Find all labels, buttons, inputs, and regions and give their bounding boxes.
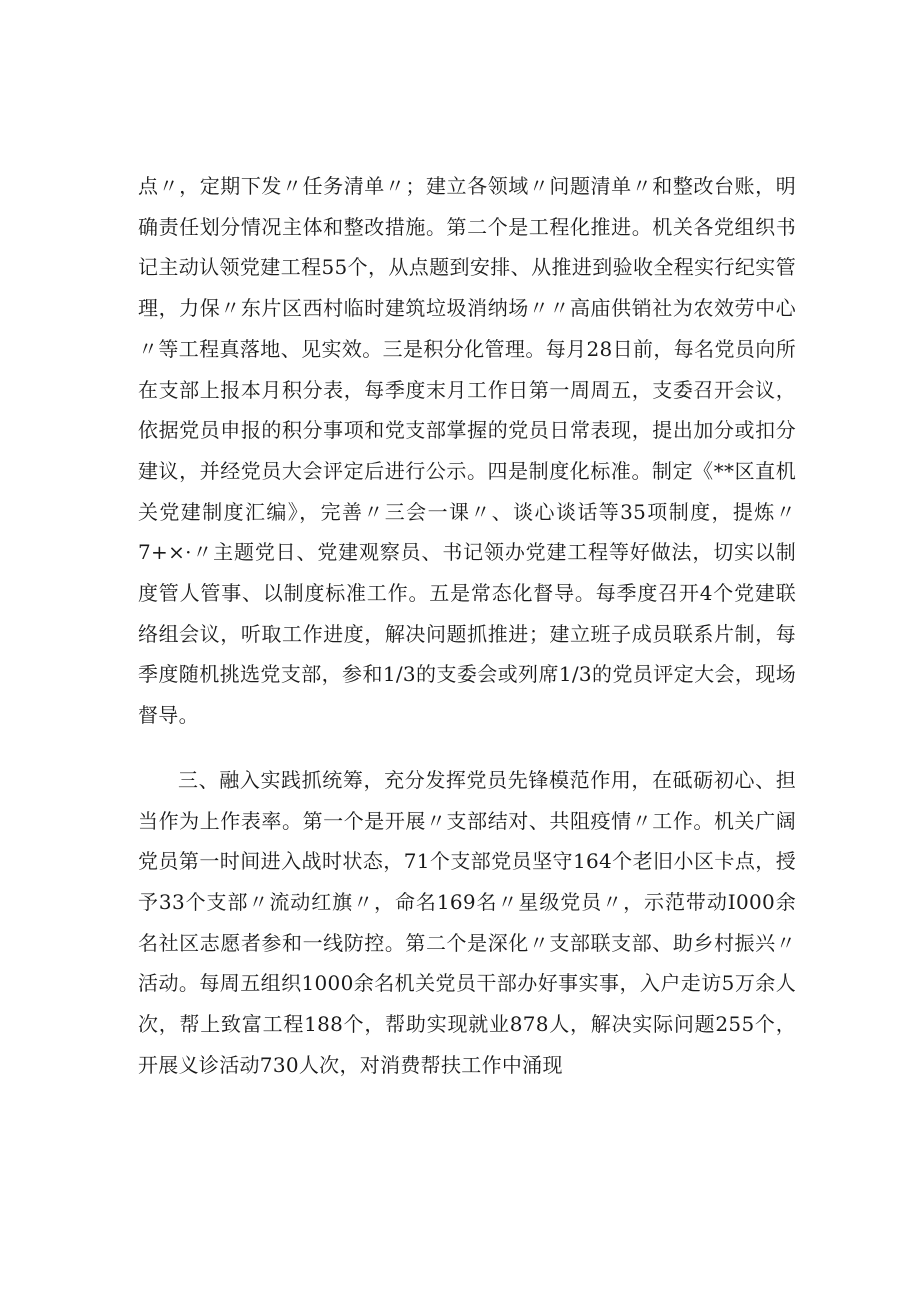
paragraph-section-three: 三、融入实践抓统筹，充分发挥党员先锋模范作用，在砥砺初心、担当作为上作表率。第一个是开展〃支部结对、共阻疫情〃工作。机关广阔党员第一时间进入战时状态，71个支部党员坚守164个老旧小区卡点，授予33个支部〃流动红旗〃，命名169名〃星级党员〃，示范带动I000余名社区志愿者参和一线防控。第二个是深化〃支部联支部、助乡村振兴〃活动。每周五组织1000余名机关党员干部办好事实事，入户走访5万余人次，帮上致富工程188个，帮助实现就业878人，解决实际问题255个，开展义诊活动730人次，对消费帮扶工作中涌现	[138, 767, 796, 1077]
document-body	[138, 166, 796, 1085]
paragraph-work-measures: 点〃，定期下发〃任务清单〃；建立各领域〃问题清单〃和整改台账，明确责任划分情况主体和整改措施。第二个是工程化推进。机关各党组织书记主动认领党建工程55个，从点题到安排、从推进到验收全程实行纪实管理，力保〃东片区西村临时建筑垃圾消纳场〃〃高庙供销社为农效劳中心〃等工程真落地、见实效。三是积分化管理。每月28日前，每名党员向所在支部上报本月积分表，每季度末月工作日第一周周五，支委召开会议，依据党员申报的积分事项和党支部掌握的党员日常表现，提出加分或扣分建议，并经党员大会评定后进行公示。四是制度化标准。制定《**区直机关党建制度汇编》，完善〃三会一课〃、谈心谈话等35项制度，提炼〃7+×·〃主题党日、党建观察员、书记领办党建工程等好做法，切实以制度管人管事、以制度标准工作。五是常态化督导。每季度召开4个党建联络组会议，听取工作进度，解决问题抓推进；建立班子成员联系片制，每季度随机挑选党支部，参和1/3的支委会或列席1/3的党员评定大会，现场督导。	[138, 174, 796, 728]
